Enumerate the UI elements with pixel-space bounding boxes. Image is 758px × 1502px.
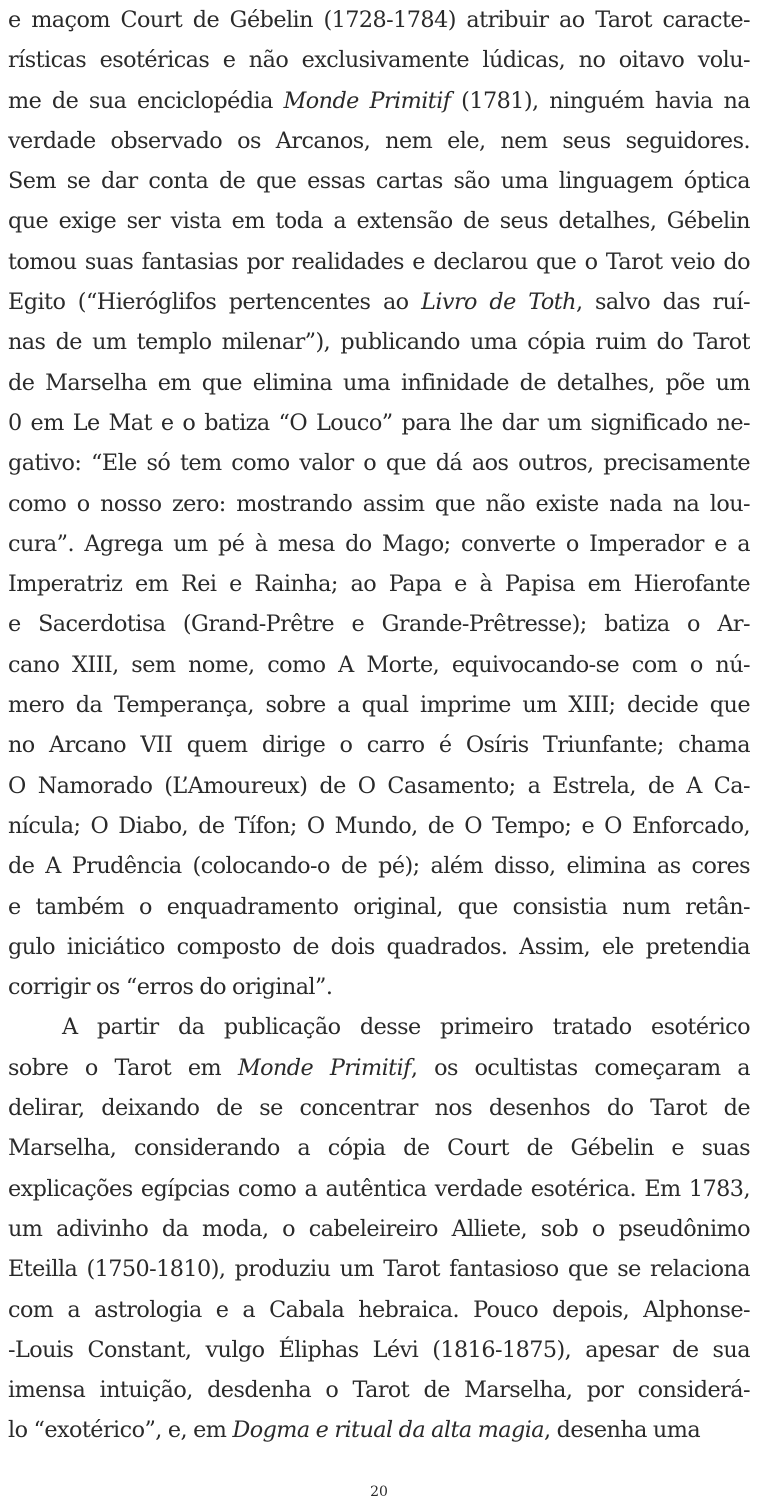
text-line <box>8 1088 750 1128</box>
text-line <box>8 81 750 121</box>
text-line <box>8 0 750 40</box>
text-run: Marselha, considerando a cópia de Court de Gébelin e suas <box>8 1135 750 1162</box>
text-line <box>8 685 750 725</box>
text-line <box>8 322 750 362</box>
text-run: gativo: “Ele só tem como valor o que dá aos outros, precisamente <box>8 450 750 477</box>
text-run: explicações egípcias como a autêntica verdade esotérica. Em 1783, <box>8 1175 750 1202</box>
text-line <box>8 766 750 806</box>
text-run: sobre o Tarot em <box>8 1054 238 1081</box>
text-line <box>8 1007 750 1047</box>
text-run: um adivinho da moda, o cabeleireiro Alliete, sob o pseudônimo <box>8 1215 750 1242</box>
text-line <box>8 604 750 644</box>
paragraph <box>8 1007 750 1450</box>
text-run: (1781), ninguém havia na <box>450 87 750 114</box>
text-line <box>8 725 750 765</box>
page-number: 20 <box>370 1484 388 1500</box>
text-line <box>8 524 750 564</box>
text-line <box>8 1209 750 1249</box>
italic-title: Livro de Toth <box>421 289 576 316</box>
text-line <box>8 201 750 241</box>
text-line <box>8 564 750 604</box>
text-line <box>8 1290 750 1330</box>
text-run: que exige ser vista em toda a extensão de seus detalhes, Gébelin <box>8 208 750 235</box>
text-run: delirar, deixando de se concentrar nos desenhos do Tarot de <box>8 1095 750 1122</box>
text-line <box>8 927 750 967</box>
text-line <box>8 1169 750 1209</box>
text-run: com a astrologia e a Cabala hebraica. Pouco depois, Alphonse- <box>8 1296 750 1323</box>
text-run: de A Prudência (colocando-o de pé); além disso, elimina as cores <box>8 853 750 880</box>
paragraph <box>8 0 750 1007</box>
text-run: lo “exotérico”, e, em <box>8 1417 233 1444</box>
text-run: no Arcano VII quem dirige o carro é Osíris Triunfante; chama <box>8 732 750 759</box>
text-line <box>8 1370 750 1410</box>
text-run: -Louis Constant, vulgo Éliphas Lévi (1816-1875), apesar de sua <box>8 1336 750 1363</box>
text-line <box>8 806 750 846</box>
text-line <box>8 1249 750 1289</box>
text-line <box>8 1330 750 1370</box>
text-run: Egito (“Hieróglifos pertencentes ao <box>8 289 422 316</box>
text-line <box>8 161 750 201</box>
text-run: nas de um templo milenar”), publicando uma cópia ruim do Tarot <box>8 329 750 356</box>
text-run: , salvo das ruí- <box>575 289 750 316</box>
text-run: O Namorado (L’Amoureux) de O Casamento; a Estrela, de A Ca- <box>8 772 750 799</box>
text-block <box>8 0 750 1451</box>
text-line <box>8 1048 750 1088</box>
text-run: me de sua enciclopédia <box>8 87 284 114</box>
text-run: e também o enquadramento original, que consistia num retân- <box>8 893 750 920</box>
text-run: e Sacerdotisa (Grand-Prêtre e Grande-Prêtresse); batiza o Ar- <box>8 611 750 638</box>
text-line <box>8 887 750 927</box>
page-body <box>8 0 750 1451</box>
text-line <box>8 484 750 524</box>
text-run: , desenha uma <box>544 1417 701 1444</box>
text-line <box>8 846 750 886</box>
text-line <box>8 363 750 403</box>
text-line <box>8 40 750 80</box>
text-run: cano XIII, sem nome, como A Morte, equivocando-se com o nú- <box>8 651 750 678</box>
text-run: A partir da publicação desse primeiro tratado esotérico <box>62 1014 750 1041</box>
text-run: nícula; O Diabo, de Tífon; O Mundo, de O Tempo; e O Enforcado, <box>8 812 750 839</box>
text-line <box>8 282 750 322</box>
text-line <box>8 1410 750 1450</box>
italic-title: Dogma e ritual da alta magia <box>232 1417 545 1444</box>
text-line <box>8 967 750 1007</box>
text-line <box>8 403 750 443</box>
text-run: 0 em Le Mat e o batiza “O Louco” para lhe dar um significado ne- <box>8 409 750 436</box>
text-line <box>8 443 750 483</box>
text-line <box>8 1128 750 1168</box>
text-run: mero da Temperança, sobre a qual imprime um XIII; decide que <box>8 692 750 719</box>
text-run: Eteilla (1750-1810), produziu um Tarot fantasioso que se relaciona <box>8 1256 750 1283</box>
text-line <box>8 645 750 685</box>
text-line <box>8 121 750 161</box>
text-run: rísticas esotéricas e não exclusivamente lúdicas, no oitavo volu- <box>8 47 750 74</box>
text-run: Imperatriz em Rei e Rainha; ao Papa e à Papisa em Hierofante <box>8 571 750 598</box>
text-run: como o nosso zero: mostrando assim que não existe nada na lou- <box>8 490 750 517</box>
text-run: corrigir os “erros do original”. <box>8 974 333 1001</box>
text-run: tomou suas fantasias por realidades e declarou que o Tarot veio do <box>8 248 750 275</box>
text-run: verdade observado os Arcanos, nem ele, nem seus seguidores. <box>8 127 750 154</box>
text-line <box>8 242 750 282</box>
text-run: , os ocultistas começaram a <box>410 1054 750 1081</box>
text-run: e maçom Court de Gébelin (1728-1784) atribuir ao Tarot caracte- <box>8 7 750 33</box>
text-run: gulo iniciático composto de dois quadrados. Assim, ele pretendia <box>8 933 750 960</box>
italic-title: Monde Primitif <box>283 87 451 114</box>
text-run: cura”. Agrega um pé à mesa do Mago; converte o Imperador e a <box>8 530 750 557</box>
text-run: Sem se dar conta de que essas cartas são uma linguagem óptica <box>8 168 750 195</box>
italic-title: Monde Primitif <box>237 1054 411 1081</box>
text-run: de Marselha em que elimina uma infinidade de detalhes, põe um <box>8 369 750 396</box>
text-run: imensa intuição, desdenha o Tarot de Marselha, por considerá- <box>8 1377 750 1404</box>
